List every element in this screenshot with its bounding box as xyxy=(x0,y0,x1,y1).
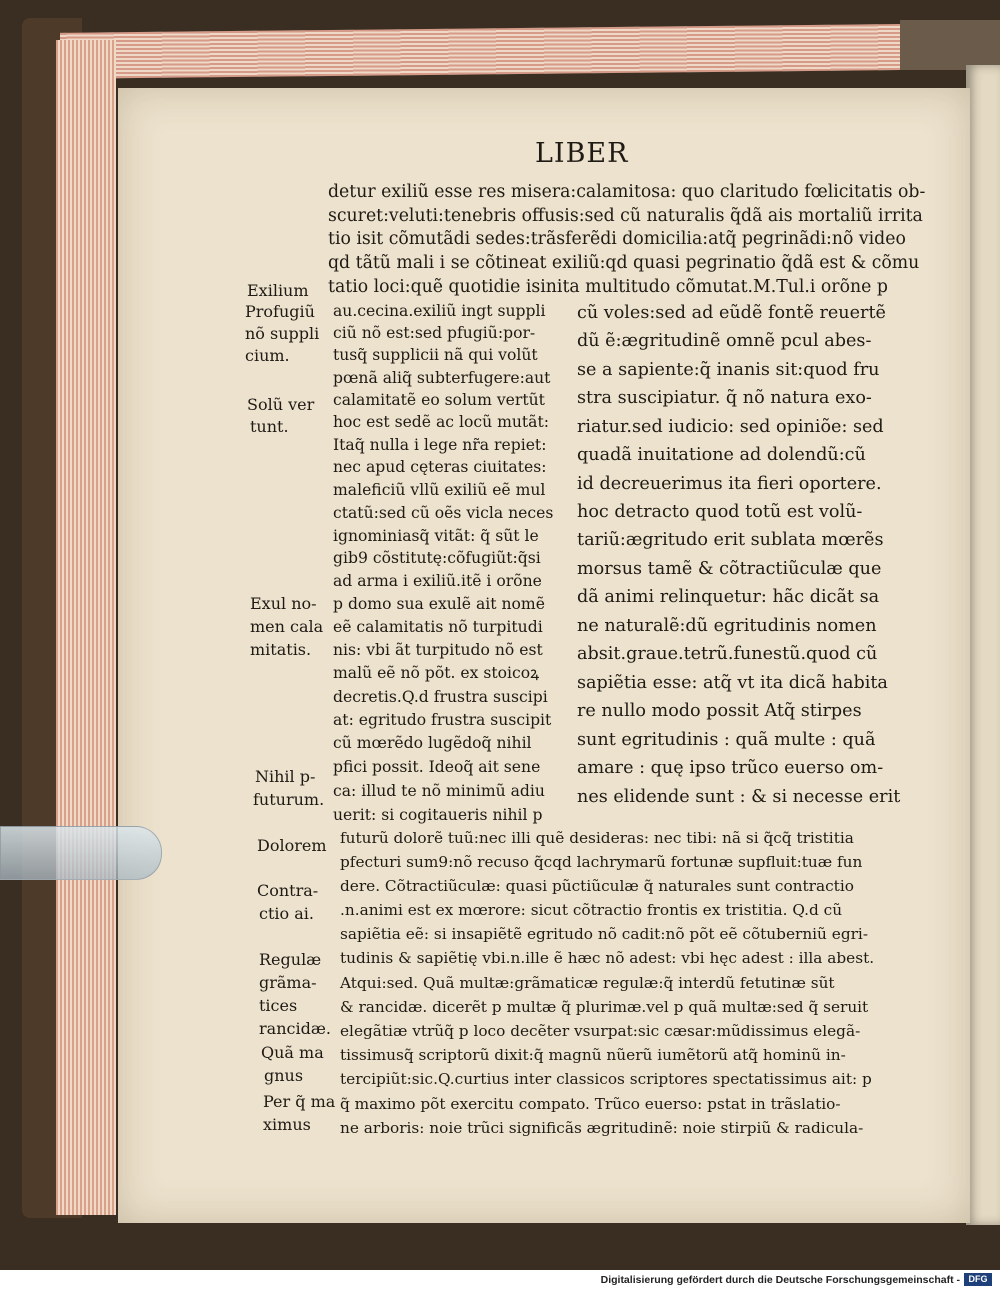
funding-credit: Digitalisierung gefördert durch die Deutsche Forschungsgemeinschaft - xyxy=(600,1274,960,1286)
margin-note-regulae: rancidæ. xyxy=(259,1019,331,1038)
commentary-line: calamitatẽ eo solum vertũt xyxy=(333,391,545,409)
commentary-line: ne arboris: noie trũci significãs ægritudinẽ: noie stirpiũ & radicula- xyxy=(340,1119,864,1137)
text-line: scuret:veluti:tenebris offusis:sed cũ naturalis q̃dã ais mortaliũ irrita xyxy=(328,206,923,226)
commentary-line: nis: vbi ãt turpitudo nõ est xyxy=(333,641,543,659)
commentary-line: futurũ dolorẽ tuũ:nec illi quẽ desideras: nec tibi: nã si q̃cq̃ tristitia xyxy=(340,829,854,847)
margin-note-per-q-maximus: ximus xyxy=(263,1115,311,1134)
margin-note-profugium: Profugiũ xyxy=(245,302,315,321)
commentary-line: pfecturi sum9:nõ recuso q̃cqd lachrymarũ fortunæ supfluit:tuæ fun xyxy=(340,853,863,871)
margin-note-contractio: ctio ai. xyxy=(259,904,314,923)
running-head: LIBER xyxy=(535,138,629,169)
dfg-logo: DFG xyxy=(964,1273,992,1286)
commentary-line: sapiẽtia eẽ: si insapiẽtẽ egritudo nõ cadit:nõ põt eẽ cõtuberniũ egri- xyxy=(340,925,868,943)
commentary-line: ctatũ:sed cũ oẽs vicla neces xyxy=(333,504,554,522)
main-text-line: re nullo modo possit Atq̃ stirpes xyxy=(577,701,862,721)
main-text-line: ne naturalẽ:dũ egritudinis nomen xyxy=(577,616,877,636)
main-text-line: se a sapiente:q̃ inanis sit:quod fru xyxy=(577,360,880,380)
commentary-line: ca: illud te nõ minimũ adiu xyxy=(333,782,545,800)
main-text-line: quadã inuitatione ad dolendũ:cũ xyxy=(577,445,866,465)
main-text-line: dã animi relinquetur: hãc dicãt sa xyxy=(577,587,880,607)
margin-note-regulae: Regulæ xyxy=(259,950,322,969)
main-text-line: riatur.sed iudicio: sed opiniõe: sed xyxy=(577,417,884,437)
page-holder-clip xyxy=(0,826,162,880)
margin-note-profugium: cium. xyxy=(245,346,290,365)
margin-note-exul-nomen: men cala xyxy=(250,617,324,636)
margin-note-nihil-p: Nihil p- xyxy=(255,767,316,786)
commentary-line: dere. Cõtractiũculæ: quasi pũctiũculæ q̃ naturales sunt contractio xyxy=(340,877,854,895)
book-spine xyxy=(900,20,1000,70)
commentary-line: hoc est sedẽ ac locũ mutãt: xyxy=(333,413,549,431)
main-text-line: sunt egritudinis : quã multe : quã xyxy=(577,730,876,750)
commentary-line: at: egritudo frustra suscipit xyxy=(333,711,552,729)
text-line: detur exiliũ esse res misera:calamitosa: quo claritudo fœlicitatis ob- xyxy=(328,182,926,202)
margin-note-exul-nomen: mitatis. xyxy=(250,640,312,659)
margin-note-solu-vertunt: tunt. xyxy=(250,417,289,436)
margin-note-profugium: nõ suppli xyxy=(245,324,320,343)
text-line: tatio loci:quẽ quotidie isinita multitudo cõmutat.M.Tul.i orõne p xyxy=(328,277,888,297)
main-text-line: dũ ẽ:ægritudinẽ omnẽ pcul abes- xyxy=(577,331,872,351)
main-text-line: morsus tamẽ & cõtractiũculæ que xyxy=(577,559,882,579)
commentary-line: Atqui:sed. Quã multæ:grãmaticæ regulæ:q̃ interdũ fetutinæ sũt xyxy=(340,974,835,992)
margin-note-regulae: grãma- xyxy=(259,973,317,992)
commentary-line: maleficiũ vllũ exiliũ eẽ mul xyxy=(333,481,546,499)
commentary-line: malũ eẽ nõ põt. ex stoicoꝝ xyxy=(333,664,540,682)
commentary-line: pœnã aliq̃ subterfugere:aut xyxy=(333,369,551,387)
commentary-line: uerit: si cogitaueris nihil p xyxy=(333,806,543,824)
commentary-line: p domo sua exulẽ ait nomẽ xyxy=(333,595,545,613)
margin-note-contractio: Contra- xyxy=(257,881,319,900)
main-text-line: cũ voles:sed ad eũdẽ fontẽ reuertẽ xyxy=(577,303,886,323)
margin-note-nihil-p: futurum. xyxy=(253,790,325,809)
commentary-line: tissimusq̃ scriptorũ dixit:q̃ magnũ nũerũ iumẽtorũ atq̃ hominũ in- xyxy=(340,1046,846,1064)
commentary-line: ad arma i exiliũ.itẽ i orõne xyxy=(333,572,542,590)
commentary-line: .n.animi est ex mœrore: sicut cõtractio frontis ex tristitia. Q.d cũ xyxy=(340,901,843,919)
commentary-line: ignominiasq̃ vitãt: q̃ sũt le xyxy=(333,527,539,545)
page-edges-top xyxy=(60,23,980,79)
main-text-line: nes elidende sunt : & si necesse erit xyxy=(577,787,901,807)
main-text-line: amare : quę ipso trũco euerso om- xyxy=(577,758,884,778)
main-text-line: tariũ:ægritudo erit sublata mœrẽs xyxy=(577,530,884,550)
commentary-line: tusq̃ supplicii nã qui volũt xyxy=(333,346,538,364)
commentary-line: cũ mœrẽdo lugẽdoq̃ nihil xyxy=(333,734,532,752)
page-edges-left xyxy=(56,40,116,1215)
margin-note-qua-magnus: Quã ma xyxy=(261,1043,324,1062)
margin-note-regulae: tices xyxy=(259,996,298,1015)
margin-note-exul-nomen: Exul no- xyxy=(250,594,317,613)
main-text-line: stra suscipiatur. q̃ nõ natura exo- xyxy=(577,388,872,408)
commentary-line: pfici possit. Ideoq̃ ait sene xyxy=(333,758,541,776)
commentary-line: au.cecina.exiliũ ingt suppli xyxy=(333,302,546,320)
commentary-line: q̃ maximo põt exercitu compato. Trũco euerso: pstat in trãslatio- xyxy=(340,1095,841,1113)
main-text-line: hoc detracto quod totũ est volũ- xyxy=(577,502,863,522)
commentary-line: nec apud cęteras ciuitates: xyxy=(333,458,547,476)
main-text-line: id decreuerimus ita fieri oportere. xyxy=(577,474,882,494)
commentary-line: ciũ nõ est:sed pfugiũ:por- xyxy=(333,324,536,342)
text-line: qd tãtũ mali i se cõtineat exiliũ:qd quasi pegrinatio q̃dã est & cõmu xyxy=(328,253,920,273)
margin-note-exilium: Exilium xyxy=(247,281,309,300)
margin-note-qua-magnus: gnus xyxy=(264,1066,304,1085)
commentary-line: & rancidæ. dicerẽt p multæ q̃ plurimæ.vel p quã multæ:sed q̃ seruit xyxy=(340,998,869,1016)
main-text-line: sapiẽtia esse: atq̃ vt ita dicã habita xyxy=(577,673,888,693)
margin-note-solu-vertunt: Solũ ver xyxy=(247,395,315,414)
main-text-line: absit.graue.tetrũ.funestũ.quod cũ xyxy=(577,644,878,664)
commentary-line: decretis.Q.d frustra suscipi xyxy=(333,688,548,706)
margin-note-per-q-maximus: Per q̃ ma xyxy=(263,1092,336,1111)
commentary-line: elegãtiæ vtrũq̃ p loco decẽter vsurpat:sic cæsar:mũdissimus elegã- xyxy=(340,1022,861,1040)
commentary-line: Itaq̃ nulla i lege nr̃a repiet: xyxy=(333,436,547,454)
facing-page-edge xyxy=(966,65,1000,1225)
commentary-line: eẽ calamitatis nõ turpitudi xyxy=(333,618,543,636)
commentary-line: tudinis & sapiẽtię vbi.n.ille ẽ hæc nõ adest: vbi hęc adest : illa abest. xyxy=(340,949,875,967)
commentary-line: gib9 cõstitutę:cõfugiũt:q̃si xyxy=(333,549,541,567)
commentary-line: tercipiũt:sic.Q.curtius inter classicos scriptores spectatissimus ait: p xyxy=(340,1070,872,1088)
text-line: tio isit cõmutãdi sedes:trãsferẽdi domicilia:atq̃ pegrinãdi:nõ video xyxy=(328,229,906,249)
margin-note-dolorem: Dolorem xyxy=(257,836,327,855)
